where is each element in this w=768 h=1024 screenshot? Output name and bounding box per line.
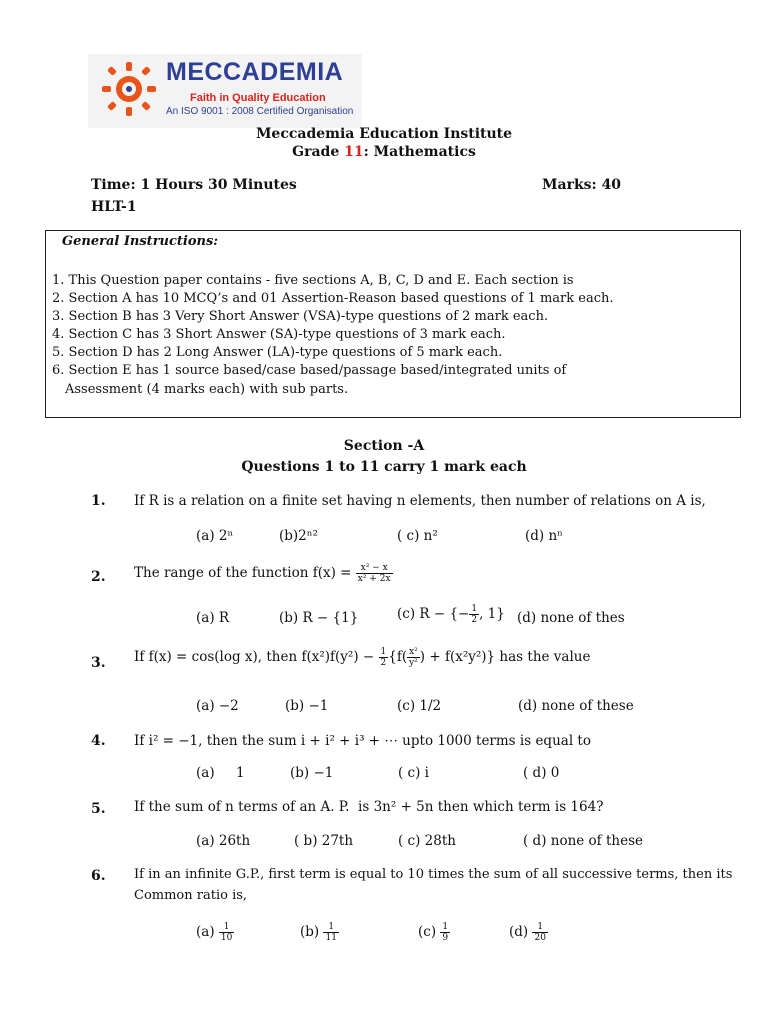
gear-logo-icon — [98, 58, 160, 120]
option-a: (a) 26th — [196, 833, 251, 849]
fraction — [323, 922, 338, 943]
question-number: 4. — [91, 733, 106, 749]
logo-tagline: Faith in Quality Education — [190, 92, 326, 104]
frac-den: x² + 2x — [357, 574, 391, 584]
frac-den: 11 — [325, 933, 337, 943]
logo-brand: MECCADEMIA — [166, 58, 344, 86]
option-b: (b) −1 — [285, 698, 329, 714]
frac-num: 1 — [323, 922, 338, 933]
option-c-suffix: , 1} — [479, 606, 505, 622]
option-d: (d) none of these — [518, 698, 634, 714]
option-label: (b) — [300, 924, 320, 940]
instruction-item: 2. Section A has 10 MCQ’s and 01 Assertion-Reason based questions of 1 mark each. — [52, 291, 614, 306]
option-a: (a) 1 — [196, 765, 245, 781]
option-label: (a) — [196, 924, 215, 940]
frac-den: 2 — [471, 615, 478, 625]
grade-prefix: Grade — [292, 144, 345, 160]
frac-den: 10 — [220, 933, 233, 943]
instruction-item: 4. Section C has 3 Short Answer (SA)-type questions of 3 mark each. — [52, 327, 506, 342]
option-c: ( c) 28th — [398, 833, 456, 849]
grade-number: 11 — [344, 144, 364, 160]
frac-num: 1 — [532, 922, 547, 933]
question-text-cont: Common ratio is, — [134, 888, 248, 903]
option-c: ( c) n² — [397, 528, 438, 544]
option-a: (a) −2 — [196, 698, 239, 714]
fraction — [440, 922, 450, 943]
option-b — [300, 922, 339, 943]
question-text: If the sum of n terms of an A. P. is 3n² + 5n then which term is 164? — [134, 799, 604, 815]
question-text-prefix: The range of the function f(x) = — [134, 565, 356, 581]
fraction — [219, 922, 234, 943]
option-label: (c) — [418, 924, 437, 940]
option-a — [196, 922, 234, 943]
option-d: ( d) none of these — [523, 833, 643, 849]
option-c: (c) 1/2 — [397, 698, 442, 714]
option-b: (b) −1 — [290, 765, 334, 781]
question-text: If in an infinite G.P., first term is equal to 10 times the sum of all successive terms, then its — [134, 867, 733, 882]
option-b: (b)2ⁿ² — [279, 528, 319, 544]
instruction-item: 1. This Question paper contains - five sections A, B, C, D and E. Each section is — [52, 273, 574, 288]
frac-num: x² — [407, 647, 420, 658]
option-c — [418, 922, 450, 943]
grade-title — [0, 144, 768, 160]
exam-code: HLT-1 — [91, 199, 137, 215]
option-label: (d) — [509, 924, 529, 940]
question-number: 5. — [91, 801, 106, 817]
frac-den: 9 — [442, 933, 449, 943]
fraction — [407, 647, 420, 668]
option-a: (a) 2ⁿ — [196, 528, 234, 544]
instructions-title: General Instructions: — [62, 234, 219, 249]
option-a: (a) R — [196, 610, 230, 626]
instruction-item: Assessment (4 marks each) with sub parts. — [65, 382, 349, 397]
fraction — [356, 563, 393, 584]
option-c-prefix: (c) R − {− — [397, 606, 470, 622]
fraction — [532, 922, 547, 943]
frac-den: 2 — [380, 658, 387, 668]
question-text: If R is a relation on a finite set having n elements, then number of relations on A is, — [134, 493, 706, 509]
section-title: Section -A — [343, 438, 425, 454]
fraction — [379, 647, 389, 668]
logo-iso: An ISO 9001 : 2008 Certified Organisation — [166, 106, 354, 117]
frac-num: x² − x — [356, 563, 393, 574]
option-d: ( d) 0 — [523, 765, 560, 781]
question-number: 6. — [91, 868, 106, 884]
question-text-part: ) + f(x²y²)} has the value — [419, 649, 591, 665]
question-number: 3. — [91, 655, 106, 671]
logo — [88, 54, 362, 128]
institute-name: Meccademia Education Institute — [255, 126, 513, 142]
instruction-item: 3. Section B has 3 Very Short Answer (VSA)-type questions of 2 mark each. — [52, 309, 549, 324]
fraction — [469, 604, 479, 625]
question-text: If i² = −1, then the sum i + i² + i³ + ⋯ upto 1000 terms is equal to — [134, 733, 591, 749]
frac-num: 1 — [219, 922, 234, 933]
question-text — [134, 563, 393, 584]
question-text-part: If f(x) = cos(log x), then f(x²)f(y²) − — [134, 649, 379, 665]
frac-den: 20 — [534, 933, 546, 943]
option-c — [397, 604, 505, 625]
option-b: (b) R − {1} — [279, 610, 359, 626]
frac-den: y² — [409, 658, 418, 668]
instruction-item: 6. Section E has 1 source based/case based/passage based/integrated units of — [52, 363, 567, 378]
section-subtitle: Questions 1 to 11 carry 1 mark each — [241, 459, 527, 475]
option-d: (d) nⁿ — [525, 528, 564, 544]
question-text-part: {f( — [388, 649, 408, 665]
instruction-item: 5. Section D has 2 Long Answer (LA)-type questions of 5 mark each. — [52, 345, 503, 360]
option-c: ( c) i — [398, 765, 429, 781]
option-d: (d) none of thes — [517, 610, 625, 626]
option-d — [509, 922, 548, 943]
frac-num: 1 — [442, 922, 449, 932]
question-number: 2. — [91, 569, 106, 585]
question-text — [134, 647, 590, 668]
frac-num: 1 — [380, 647, 387, 657]
exam-marks: Marks: 40 — [542, 177, 622, 193]
option-b: ( b) 27th — [294, 833, 354, 849]
grade-suffix: : Mathematics — [363, 144, 476, 160]
question-number: 1. — [91, 493, 106, 509]
exam-time: Time: 1 Hours 30 Minutes — [91, 177, 297, 193]
frac-num: 1 — [471, 604, 478, 614]
